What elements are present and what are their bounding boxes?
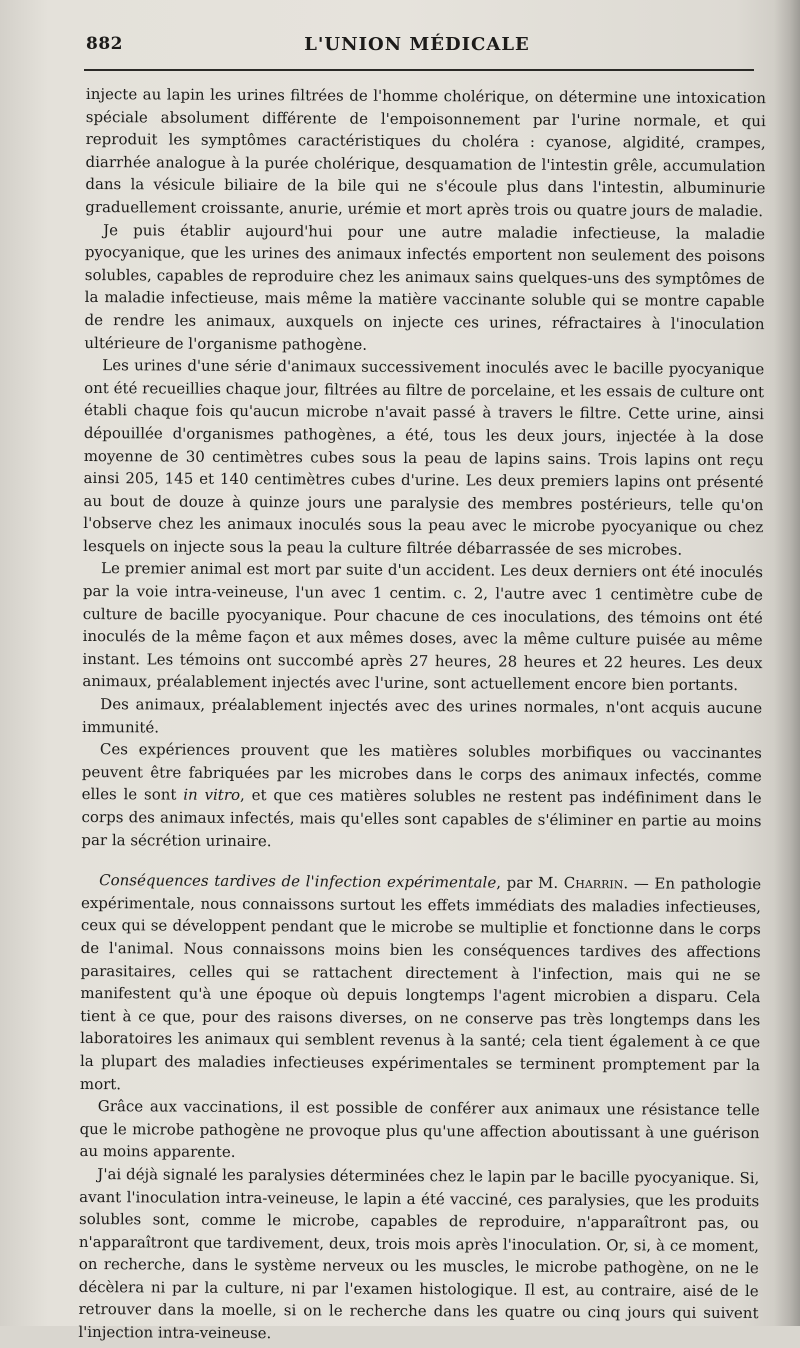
- paragraph-1: injecte au lapin les urines filtrées de l'homme cholérique, on détermine une intoxication spéciale absolument différente de l'empoisonnement par l'urine normale, et qui reproduit les symptômes caractéristiques du choléra : cyanose, algidité, crampes, diarrhée analogue à la purée cholérique, desquamation de l'intestin grêle, accumulation dans la vésicule biliaire de la bile qui ne s'écoule plus dans l'intestin, albuminurie graduellement croissante, anurie, urémie et mort après trois ou quatre jours de maladie.: [85, 84, 766, 221]
- page-gutter-shadow: [774, 0, 800, 1326]
- paragraph-8: Grâce aux vaccinations, il est possible de conférer aux animaux une résistance telle que le microbe pathogène ne provoque plus qu'une affection aboutissant à une guérison au moins apparente.: [79, 1097, 760, 1162]
- section-title: Conséquences tardives de l'infection expérimentale: [99, 871, 497, 892]
- paragraph-6-part-2: , et que ces matières solubles ne restent pas indéfiniment dans le corps des animaux infectés, mais qu'elles sont capables de s'éliminer en partie au moins par la sécrétion urinaire.: [81, 786, 762, 850]
- byline-prefix: , par M.: [496, 873, 564, 893]
- paragraph-7-text: . — En pathologie expérimentale, nous connaissons surtout les effets immédiats des maladies infectieuses, ceux qui se développent pendant que le microbe se multiplie et fonctionne dans le corps de l'animal. Nous connaissons moins bien les conséquences tardives des affections parasitaires, celles qui se rattachent directement à l'infection, mais qui ne se manifestent qu'à une époque où depuis longtemps l'agent microbien a disparu. Cela tient à ce que, pour des raisons diverses, on ne conserve pas très longtemps dans les laboratoires les animaux qui semblent revenus à la santé; cela tient également à ce que la plupart des maladies infectieuses expérimentales se terminent promptement par la mort.: [79, 874, 762, 1093]
- paragraph-3: Les urines d'une série d'animaux successivement inoculés avec le bacille pyocyanique ont été recueillies chaque jour, filtrées au filtre de porcelaine, et les essais de culture ont établi chaque fois qu'aucun microbe n'avait passé à travers le filtre. Cette urine, ainsi dépouillée d'organismes pathogènes, a été, tous les deux jours, injectée à la dose moyenne de 30 centimètres cubes sous la peau de lapins sains. Trois lapins ont reçu ainsi 205, 145 et 140 centimètres cubes d'urine. Les deux premiers lapins ont présenté au bout de douze à quinze jours une paralysie des membres postérieurs, telle qu'on l'observe chez les animaux inoculés sous la peau avec le microbe pyocyanique ou chez lesquels on injecte sous la peau la culture filtrée débarrassée de ses microbes.: [83, 356, 765, 559]
- article-body: [78, 83, 766, 1348]
- paragraph-2: Je puis établir aujourd'hui pour une autre maladie infectieuse, la maladie pyocyanique, que les urines des animaux infectés emportent non seulement des poisons solubles, capables de reproduire chez les animaux sains quelques-uns des symptômes de la maladie infectieuse, mais même la matière vaccinante soluble qui se montre capable de rendre les animaux, auxquels on injecte ces urines, réfractaires à l'inoculation ultérieure de l'organisme pathogène.: [84, 220, 766, 354]
- paragraph-6-part-1: Ces expériences prouvent que les matières solubles morbifiques ou vaccinantes peuvent être fabriquées par les microbes dans le corps des animaux infectés, comme elles le sont: [81, 740, 762, 805]
- header-rule: [84, 69, 754, 71]
- paragraph-6: [81, 738, 762, 855]
- paragraph-7: [80, 869, 761, 1099]
- page-number: 882: [86, 34, 123, 54]
- paragraph-4: Le premier animal est mort par suite d'un accident. Les deux derniers ont été inoculés par la voie intra-veineuse, l'un avec 1 centim. c. 2, l'autre avec 1 centimètre cube de culture de bacille pyocyanique. Pour chacune de ces inoculations, des témoins ont été inoculés de la même façon et aux mêmes doses, avec la même culture puisée au même instant. Les témoins ont succombé après 27 heures, 28 heures et 22 heures. Les deux animaux, préalablement injectés avec l'urine, sont actuellement encore bien portants.: [82, 559, 764, 695]
- running-title: L'UNION MÉDICALE: [304, 34, 530, 55]
- paragraph-5: Des animaux, préalablement injectés avec des urines normales, n'ont acquis aucune immunité.: [82, 695, 763, 737]
- page-header: [86, 32, 748, 60]
- in-vitro-italic: in vitro: [183, 786, 241, 805]
- author-name: Charrin: [563, 874, 624, 893]
- paragraph-9: J'ai déjà signalé les paralysies déterminées chez le lapin par le bacille pyocyanique. Si, avant l'inoculation intra-veineuse, le lapin a été vacciné, ces paralysies, que les produits solubles sont, comme le microbe, capables de reproduire, n'apparaîtront pas, ou n'apparaîtront que tardivement, deux, trois mois après l'inoculation. Or, si, à ce moment, on recherche, dans le système nerveux ou les muscles, le microbe pathogène, on ne le décèlera ni par la culture, ni par l'examen histologique. Il est, au contraire, aisé de le retrouver dans la moelle, si on le recherche dans les quatre ou cinq jours qui suivent l'injection intra-veineuse.: [78, 1164, 760, 1343]
